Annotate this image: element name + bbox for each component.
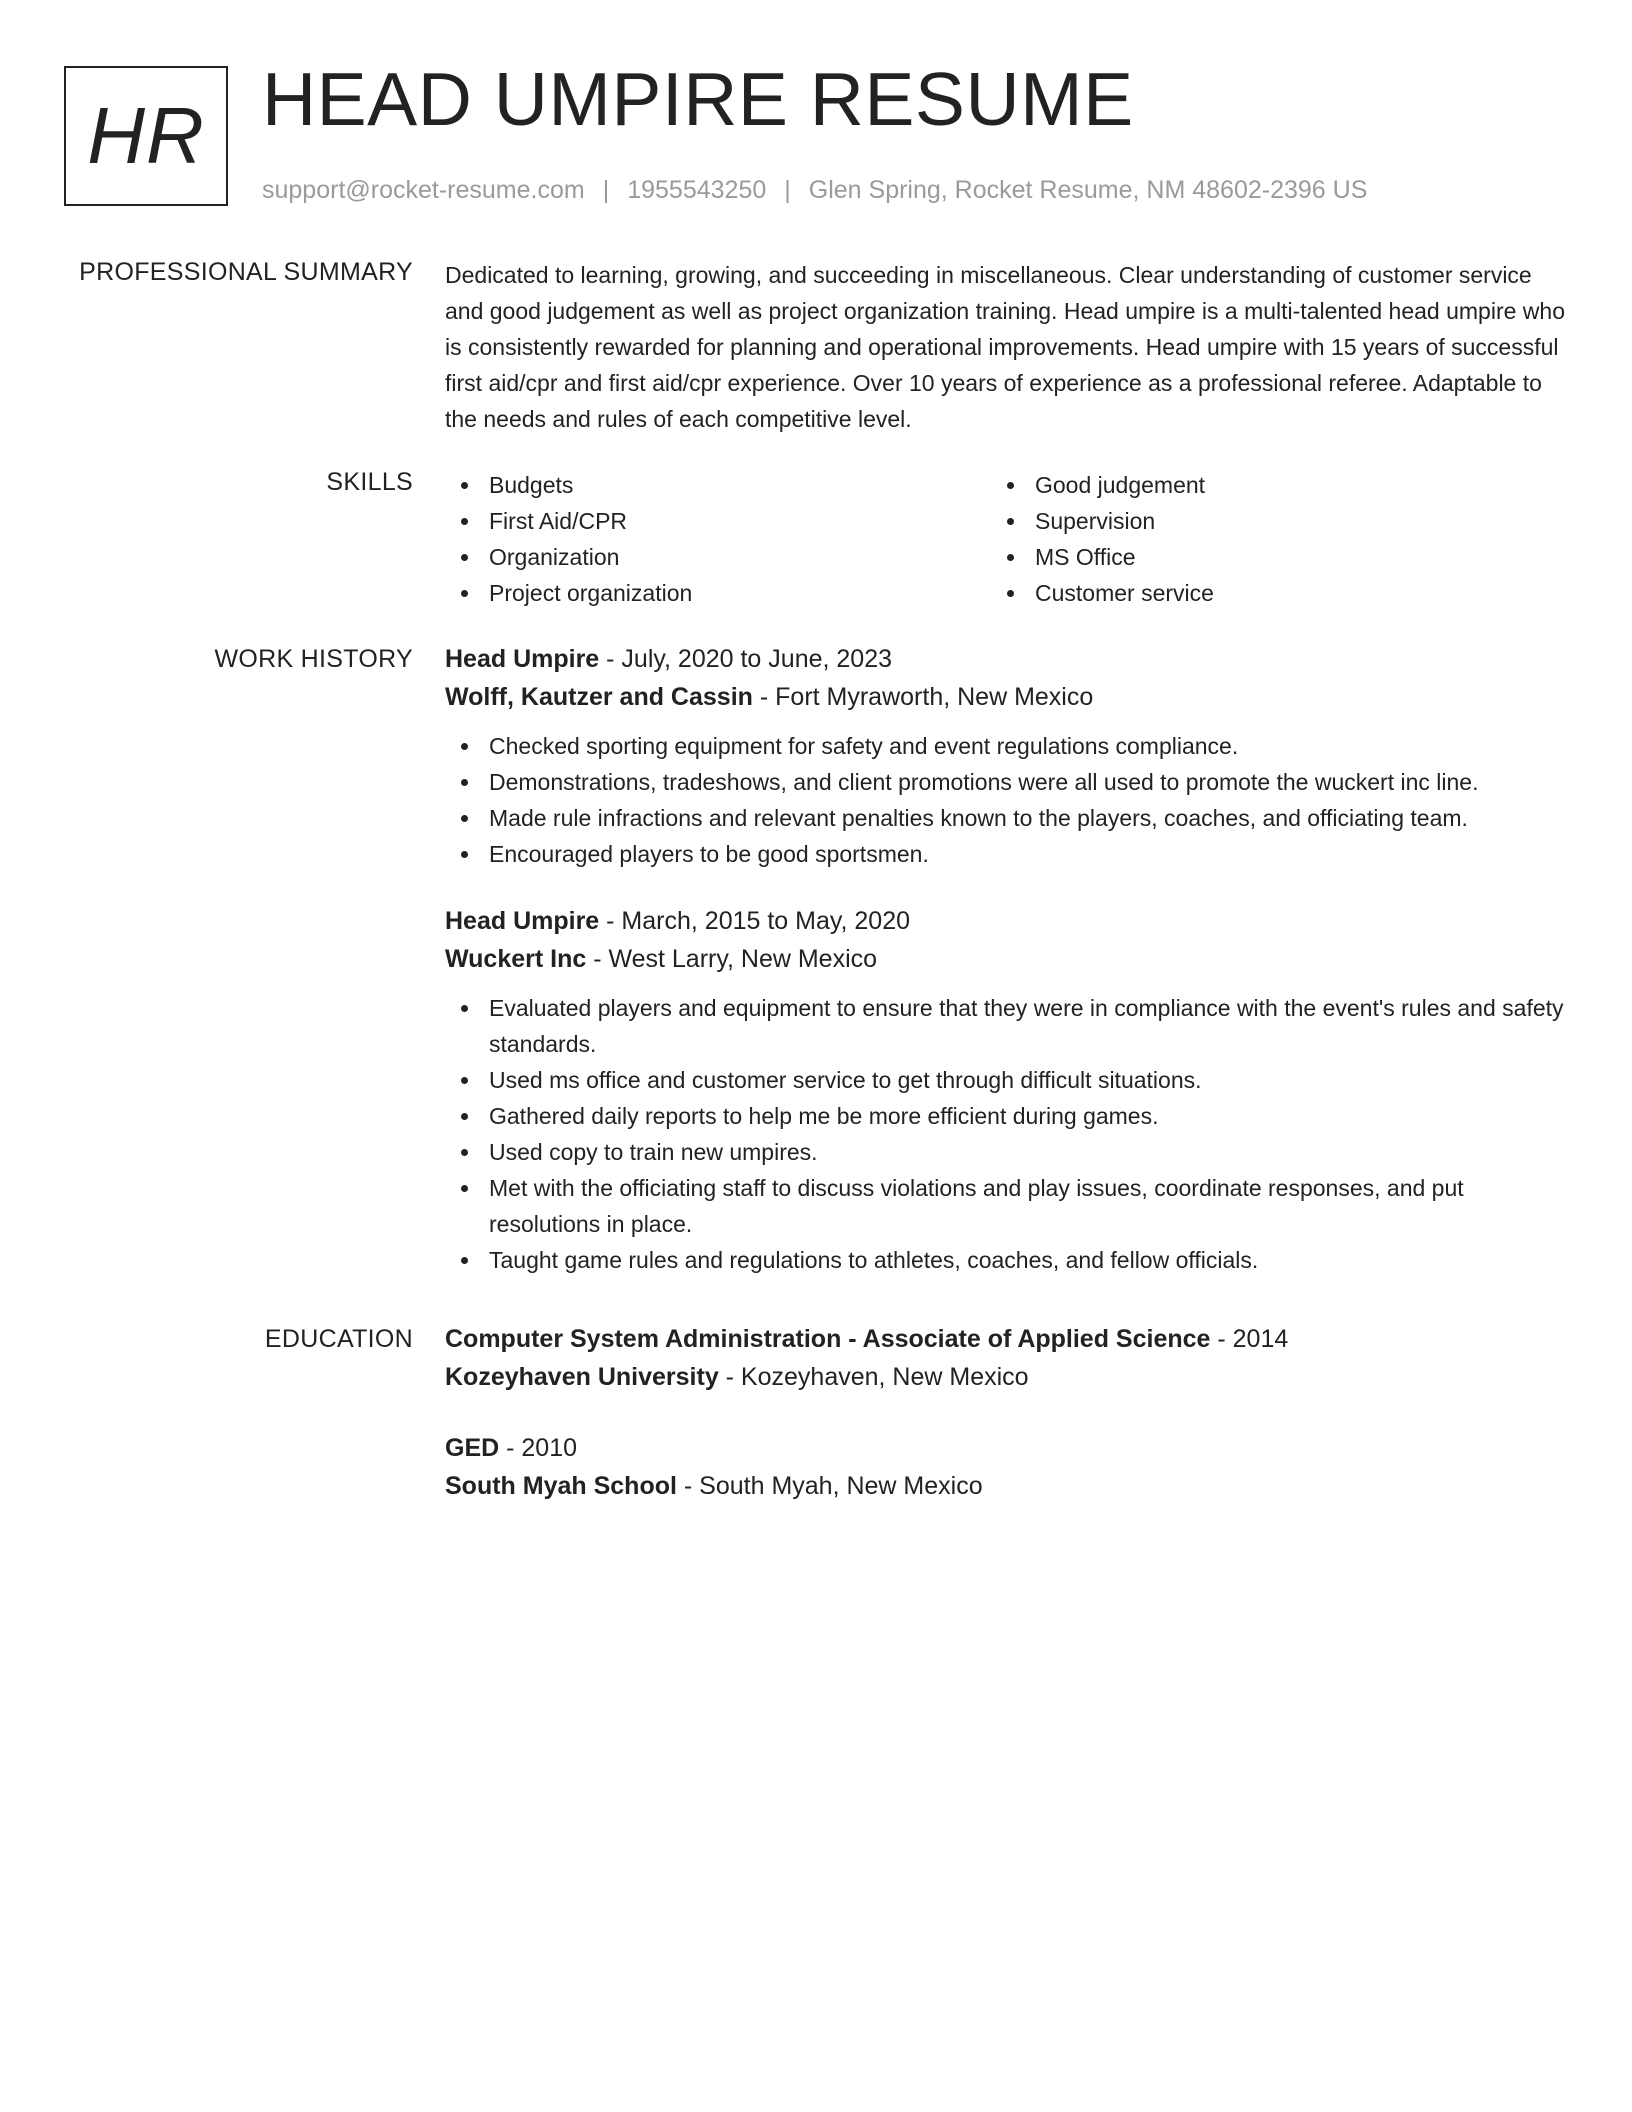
- education-school-line: [445, 1358, 1565, 1396]
- skill-item: Good judgement: [991, 467, 1537, 503]
- skill-item: Budgets: [445, 467, 991, 503]
- skill-item: First Aid/CPR: [445, 503, 991, 539]
- skills-list-left: [445, 467, 991, 611]
- job-dates: - March, 2015 to May, 2020: [599, 907, 911, 935]
- education-entry: [445, 1429, 1565, 1505]
- education-year: - 2014: [1210, 1325, 1289, 1353]
- job-duty: Encouraged players to be good sportsmen.: [445, 836, 1565, 872]
- job-duties-list: [445, 728, 1565, 872]
- job-title-line: [445, 640, 1565, 678]
- job-dates: - July, 2020 to June, 2023: [599, 645, 893, 673]
- job-entry: [445, 902, 1565, 1278]
- education-school: South Myah School: [445, 1472, 677, 1500]
- job-duty: Evaluated players and equipment to ensure that they were in compliance with the event's rules and safety standards.: [445, 990, 1565, 1062]
- education-body: [445, 1320, 1565, 1505]
- education-school-line: [445, 1467, 1565, 1505]
- education-heading: EDUCATION: [264, 1325, 413, 1353]
- job-duty: Checked sporting equipment for safety and event regulations compliance.: [445, 728, 1565, 764]
- skill-item: MS Office: [991, 539, 1537, 575]
- summary-text: Dedicated to learning, growing, and succeeding in miscellaneous. Clear understanding of customer service and good judgement as well as project organization training. Head umpire is a multi-talented head umpire who is consistently rewarded for planning and operational improvements. Head umpire with 15 years of successful first aid/cpr and first aid/cpr experience. Over 10 years of experience as a professional referee. Adaptable to the needs and rules of each competitive level.: [445, 262, 1565, 432]
- education-degree-line: [445, 1320, 1565, 1358]
- job-duty: Used copy to train new umpires.: [445, 1134, 1565, 1170]
- job-duty: Used ms office and customer service to get through difficult situations.: [445, 1062, 1565, 1098]
- skills-heading: SKILLS: [326, 468, 413, 496]
- contact-separator: |: [784, 176, 791, 204]
- monogram-initials: HR: [87, 91, 205, 180]
- job-title: Head Umpire: [445, 645, 600, 673]
- job-duty: Taught game rules and regulations to athletes, coaches, and fellow officials.: [445, 1242, 1565, 1278]
- skills-list-right: [991, 467, 1537, 611]
- job-entry: [445, 640, 1565, 872]
- monogram-box: [64, 66, 228, 206]
- job-title: Head Umpire: [445, 907, 600, 935]
- contact-phone: 1955543250: [627, 176, 767, 204]
- job-duty: Gathered daily reports to help me be more efficient during games.: [445, 1098, 1565, 1134]
- education-degree: GED: [445, 1434, 500, 1462]
- job-company-line: [445, 678, 1565, 716]
- job-location: - Fort Myraworth, New Mexico: [752, 683, 1094, 711]
- skill-item: Customer service: [991, 575, 1537, 611]
- job-duty: Met with the officiating staff to discuss violations and play issues, coordinate responses, and put resolutions in place.: [445, 1170, 1565, 1242]
- contact-address: Glen Spring, Rocket Resume, NM 48602-2396 US: [808, 176, 1368, 204]
- education-entry: [445, 1320, 1565, 1396]
- job-duty: Demonstrations, tradeshows, and client promotions were all used to promote the wuckert inc line.: [445, 764, 1565, 800]
- contact-separator: |: [602, 176, 610, 204]
- skill-item: Supervision: [991, 503, 1537, 539]
- job-title-line: [445, 902, 1565, 940]
- job-duty: Made rule infractions and relevant penalties known to the players, coaches, and officiating team.: [445, 800, 1565, 836]
- education-location: - South Myah, New Mexico: [676, 1472, 983, 1500]
- summary-body: [445, 257, 1565, 437]
- job-company-line: [445, 940, 1565, 978]
- job-duties-list: [445, 990, 1565, 1278]
- job-company: Wolff, Kautzer and Cassin: [445, 683, 753, 711]
- skill-item: Organization: [445, 539, 991, 575]
- contact-email: support@rocket-resume.com: [262, 176, 585, 204]
- job-location: - West Larry, New Mexico: [586, 945, 878, 973]
- skills-body: [445, 467, 1565, 611]
- work-history-body: [445, 640, 1565, 1278]
- skills-grid: [445, 467, 1565, 611]
- contact-line: [262, 174, 1367, 207]
- education-school: Kozeyhaven University: [445, 1363, 719, 1391]
- education-year: - 2010: [499, 1434, 578, 1462]
- education-location: - Kozeyhaven, New Mexico: [718, 1363, 1029, 1391]
- education-degree-line: [445, 1429, 1565, 1467]
- skill-item: Project organization: [445, 575, 991, 611]
- job-company: Wuckert Inc: [445, 945, 587, 973]
- resume-title: HEAD UMPIRE RESUME: [262, 57, 1134, 141]
- summary-heading: PROFESSIONAL SUMMARY: [79, 258, 413, 286]
- work-history-heading: WORK HISTORY: [214, 645, 413, 673]
- education-degree: Computer System Administration - Associate of Applied Science: [445, 1325, 1211, 1353]
